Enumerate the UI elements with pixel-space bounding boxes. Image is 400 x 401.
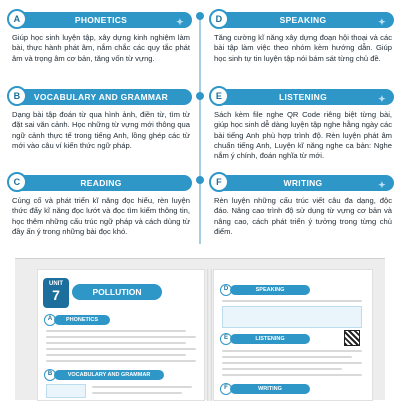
section-letter-badge: E — [220, 333, 232, 345]
sparkle-icon: ✦ — [378, 17, 386, 27]
mini-section-header: WRITING — [230, 384, 310, 394]
sparkle-icon: ✦ — [378, 94, 386, 104]
section-letter-badge: B — [44, 369, 56, 381]
section-text: Rèn luyện những cấu trúc viết câu đa dạng, độc đáo. Nâng cao trình độ sử dụng từ vựng cơ bản và nâng cao, cách phát triển ý tưởng trong từng chủ điểm. — [214, 196, 392, 236]
qr-code-icon — [344, 330, 360, 346]
book-spine — [207, 269, 212, 401]
section-letter-badge: B — [7, 86, 27, 106]
section-header — [10, 175, 192, 191]
center-timeline — [199, 14, 201, 244]
section-header — [10, 89, 192, 105]
section-title: WRITING — [283, 178, 323, 188]
section-title: SPEAKING — [279, 15, 327, 25]
timeline-dot — [196, 12, 204, 20]
section-text: Tăng cường kĩ năng xây dựng đoạn hội thoại và các bài tập làm việc theo nhóm kèm hướng dẫn. Giúp học sinh tự tin luyện tập nói bám sát từng chủ đề. — [214, 33, 392, 63]
section-title: VOCABULARY AND GRAMMAR — [33, 92, 169, 102]
timeline-dot — [196, 92, 204, 100]
section-writing — [212, 175, 394, 237]
section-letter-badge: F — [220, 383, 232, 395]
section-speaking — [212, 12, 394, 64]
section-letter-badge: D — [220, 284, 232, 296]
mini-section-header: PHONETICS — [54, 315, 110, 325]
unit-badge: UNIT 7 — [43, 278, 69, 308]
section-text: Giúp học sinh luyện tập, xây dựng kinh nghiệm làm bài, thực hành phát âm, nắm chắc các quy tắc phát âm và trọng âm cơ bản, tăng vốn từ vựng. — [12, 33, 190, 63]
mini-section-header: LISTENING — [230, 334, 310, 344]
section-letter-badge: A — [7, 9, 27, 29]
book-left-page — [37, 269, 205, 401]
section-text: Dạng bài tập đoán từ qua hình ảnh, điền từ, tìm từ đặt sai văn cảnh. Học những từ vựng mới thông qua ngữ cảnh thực tế trong tiếng Anh, lồng ghép các từ mới vào câu ví kiến thức ngữ pháp. — [12, 110, 190, 150]
book-preview — [15, 258, 385, 400]
sparkle-icon: ✦ — [378, 180, 386, 190]
section-listening — [212, 89, 394, 161]
book-right-page — [213, 269, 373, 401]
section-letter-badge: E — [209, 86, 229, 106]
section-reading — [10, 175, 192, 237]
section-header — [212, 175, 394, 191]
section-title: READING — [80, 178, 122, 188]
section-vocabulary-grammar — [10, 89, 192, 151]
section-header — [10, 12, 192, 28]
section-header — [212, 12, 394, 28]
section-letter-badge: C — [7, 172, 27, 192]
section-letter-badge: D — [209, 9, 229, 29]
section-header — [212, 89, 394, 105]
section-text: Sách kèm file nghe QR Code riêng biệt từng bài, giúp học sinh dễ dàng luyện tập nghe hằng ngày các bài tiếng Anh phù hợp trình độ. Rèn luyện phát âm chuẩn tiếng Anh, Luyện kĩ năng nghe ca bản: Nghe nắm ý chính, đoán nghĩa từ mới. — [214, 110, 392, 161]
mini-section-header: VOCABULARY AND GRAMMAR — [54, 370, 164, 380]
sparkle-icon: ✦ — [176, 17, 184, 27]
section-text: Củng cố và phát triển kĩ năng đọc hiểu, rèn luyện thức đẩy kĩ năng đọc lướt và đọc tìm kiếm thông tin, học thêm những cấu trúc ngữ pháp và cách dùng từ đầy ấn ý trong những bài đọc khó. — [12, 196, 190, 236]
section-title: LISTENING — [278, 92, 328, 102]
section-letter-badge: F — [209, 172, 229, 192]
section-title: PHONETICS — [74, 15, 128, 25]
timeline-dot — [196, 176, 204, 184]
mini-section-header: SPEAKING — [230, 285, 310, 295]
section-letter-badge: A — [44, 314, 56, 326]
unit-title: POLLUTION — [72, 284, 162, 300]
section-phonetics — [10, 12, 192, 64]
